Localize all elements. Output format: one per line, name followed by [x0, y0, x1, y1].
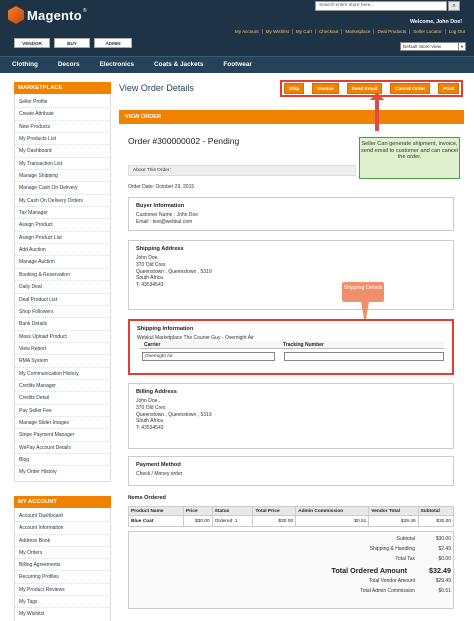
search-button[interactable]: [448, 1, 460, 11]
order-totals: [128, 531, 454, 609]
nav-coats-jackets[interactable]: Coats & Jackets: [154, 61, 204, 68]
sidebar-item[interactable]: Stripe Payment Manager: [15, 429, 110, 441]
account-item[interactable]: Account Dashboard: [15, 510, 110, 522]
logo-text: Magento: [27, 7, 82, 23]
sidebar-item[interactable]: Blog: [15, 454, 110, 466]
account-item[interactable]: My Orders: [15, 547, 110, 559]
total-label: Total Vendor Amount: [368, 578, 415, 584]
address-line: John Doe: [136, 398, 158, 404]
carrier-header: Carrier: [144, 342, 161, 348]
column-header: Admin Commission: [296, 507, 369, 516]
address-line: John Doe: [136, 255, 158, 261]
sidebar-item[interactable]: My Products List: [15, 133, 110, 145]
carrier-row: [140, 352, 444, 363]
nav-electronics[interactable]: Electronics: [99, 61, 135, 68]
account-item[interactable]: Billing Agreements: [15, 559, 110, 571]
sidebar-item[interactable]: Manage Auction: [15, 256, 110, 268]
link-deal-products[interactable]: Deal Products: [373, 29, 409, 34]
buyer-info-box: [128, 197, 454, 231]
total-label: Total Ordered Amount: [331, 566, 407, 575]
carrier-select[interactable]: Overnight Air: [142, 352, 275, 361]
shipping-info-box: [128, 319, 454, 375]
link-checkout[interactable]: Checkout: [315, 29, 341, 34]
subtotal: $30.00: [418, 516, 453, 527]
total-value: $0.00: [438, 556, 451, 562]
sidebar-item[interactable]: Pay Seller Fee: [15, 405, 110, 417]
shipping-info-title: Shipping Information: [137, 326, 194, 332]
total-price: $30.00: [253, 516, 296, 527]
carrier-table-header: [140, 341, 444, 349]
address-line: South Africa: [136, 275, 163, 282]
items-header-row: [129, 507, 454, 516]
column-header: Subtotal: [418, 507, 453, 516]
billing-address-title: Billing Address: [136, 389, 177, 395]
sidebar-item[interactable]: Create Attribute: [15, 108, 110, 120]
link-my-account[interactable]: My Account: [234, 29, 259, 34]
sidebar-item[interactable]: Manage Slider Images: [15, 417, 110, 429]
account-item[interactable]: Address Book: [15, 535, 110, 547]
column-header: Product Name: [129, 507, 184, 516]
sidebar-item[interactable]: My Communication History: [15, 368, 110, 380]
sidebar-item[interactable]: Mass Upload Product: [15, 331, 110, 343]
store-view-select[interactable]: [400, 42, 466, 51]
magento-logo-icon: [8, 6, 24, 24]
sidebar-item[interactable]: Manage Cash On Delivery: [15, 182, 110, 194]
chevron-down-icon: ▼: [458, 43, 465, 50]
total-row: [129, 556, 451, 562]
top-links: [190, 29, 468, 34]
price: $30.00: [183, 516, 212, 527]
address-line: Queenstown , Queenstown , 5319: [136, 268, 212, 275]
tracking-number-input[interactable]: [284, 352, 444, 361]
sidebar-item[interactable]: View Report: [15, 343, 110, 355]
buyer-email: Email : test@webkul.com: [136, 218, 193, 225]
address-line: South Africa: [136, 418, 163, 425]
total-row: [129, 536, 451, 542]
items-ordered-title: Items Ordered: [128, 495, 166, 501]
link-my-wishlist[interactable]: My Wishlist: [262, 29, 292, 34]
address-line: 370 Old Cres: [136, 404, 166, 411]
sidebar-item[interactable]: Manage Shipping: [15, 170, 110, 182]
total-label: Total Admin Commission: [360, 588, 415, 594]
search-input[interactable]: Search entire store here...: [315, 1, 447, 11]
account-heading: MY ACCOUNT: [14, 496, 111, 508]
column-header: Price: [183, 507, 212, 516]
address-line: T: 43534543: [136, 282, 164, 289]
link-log-out[interactable]: Log Out: [445, 29, 468, 34]
category-nav: [0, 56, 474, 73]
address-line: Queenstown , Queenstown , 5319: [136, 411, 212, 418]
total-value: $0.51: [438, 588, 451, 594]
shipping-callout: Shipping Details: [342, 282, 384, 302]
column-header: Vendor Total: [369, 507, 418, 516]
marketplace-heading: MARKETPLACE: [14, 82, 111, 94]
sidebar-item[interactable]: New Products: [15, 121, 110, 133]
callout-arrow: [375, 95, 379, 131]
account-item[interactable]: Account Information: [15, 522, 110, 534]
column-header: Status: [212, 507, 253, 516]
total-row: [129, 546, 451, 552]
billing-address-box: [128, 383, 454, 449]
sidebar-item[interactable]: Shop Followers: [15, 306, 110, 318]
page-title: View Order Details: [119, 83, 194, 93]
cancel-order-button[interactable]: Cancel Order: [390, 83, 430, 94]
payment-method-box: [128, 456, 454, 486]
sidebar-item[interactable]: Assign Product List: [15, 232, 110, 244]
status: Ordered: 1: [212, 516, 253, 527]
account-item[interactable]: My Wishlist: [19, 611, 45, 618]
total-label: Subtotal: [396, 536, 415, 542]
total-value: $29.49: [435, 578, 451, 584]
nav-decors[interactable]: Decors: [57, 61, 80, 68]
shipping-method: Webkul Marketplace The Courier Guy - Overnight Air: [137, 335, 254, 341]
account-menu: [14, 508, 111, 621]
grand-total-row: [129, 566, 451, 575]
buyer-name: Customer Name : John Doe: [136, 212, 198, 218]
actions-callout: Seller Can generate shipment, invoice, send email to customer and can cancel the order.: [359, 137, 460, 179]
table-row: [129, 516, 454, 527]
marketplace-menu: [14, 94, 111, 482]
sidebar-item[interactable]: Credits Detail: [15, 392, 110, 404]
admin-commission: $0.51: [296, 516, 369, 527]
nav-footwear[interactable]: Footwear: [223, 61, 252, 68]
sidebar-item[interactable]: My Cash On Delivery Orders: [15, 195, 110, 207]
invoice-button[interactable]: Invoice: [312, 83, 339, 94]
sidebar-item[interactable]: Booking & Reservation: [15, 269, 110, 281]
total-value: $30.00: [435, 536, 451, 542]
account-item[interactable]: My Tags: [15, 596, 110, 608]
welcome-message: Welcome, John Doe!: [410, 19, 462, 25]
logo-registered: ®: [82, 8, 87, 14]
account-item[interactable]: My Product Reviews: [15, 584, 110, 596]
product-name: Blue Coat: [129, 516, 184, 527]
payment-method: Check / Money order: [136, 471, 183, 477]
marketplace-sidebar: [14, 82, 111, 482]
sidebar-item[interactable]: Seller Profile: [15, 96, 110, 108]
account-item[interactable]: Recurring Profiles: [15, 571, 110, 583]
link-seller-locator[interactable]: Seller Locator: [409, 29, 444, 34]
site-header: [0, 0, 474, 56]
vendor-login-button[interactable]: VENDOR LOGIN: [14, 38, 50, 48]
total-label: Total Tax: [395, 556, 415, 562]
about-order: About This Order:: [128, 165, 356, 176]
order-number: Order #300000002 - Pending: [128, 136, 240, 146]
sidebar-item[interactable]: RMA System: [15, 355, 110, 367]
order-date: Order Date: October 29, 2015: [128, 184, 195, 190]
link-my-cart[interactable]: My Cart: [292, 29, 315, 34]
magento-logo[interactable]: [8, 6, 87, 24]
column-header: Total Price: [253, 507, 296, 516]
sidebar-item[interactable]: My Transaction List: [15, 158, 110, 170]
sidebar-item[interactable]: Bank Details: [15, 318, 110, 330]
tracking-header: Tracking Number: [283, 342, 324, 348]
view-order-heading: VIEW ORDER: [119, 110, 464, 124]
vendor-total: $29.49: [369, 516, 418, 527]
sidebar-item[interactable]: Add Auction: [15, 244, 110, 256]
sidebar-item[interactable]: My Order History: [19, 469, 57, 476]
sidebar-item[interactable]: Credits Manager: [15, 380, 110, 392]
nav-clothing[interactable]: Clothing: [12, 61, 38, 68]
buy-now-button[interactable]: BUY NOW: [54, 38, 90, 48]
search-icon: ⌕: [452, 2, 456, 9]
total-row: [129, 578, 451, 584]
link-marketplace[interactable]: Marketplace: [341, 29, 373, 34]
address-line: 370 Old Cres: [136, 261, 166, 268]
total-label: Shipping & Handling: [369, 546, 415, 552]
total-value: $2.49: [438, 546, 451, 552]
ship-button[interactable]: Ship: [284, 83, 304, 94]
total-row: [129, 588, 451, 594]
sidebar-item[interactable]: Daily Deal: [15, 281, 110, 293]
buyer-info-title: Buyer Information: [136, 203, 185, 209]
sidebar-item[interactable]: Assign Product: [15, 219, 110, 231]
store-view-value: Default Store View: [403, 44, 441, 49]
header-buttons: [14, 38, 132, 56]
address-line: T: 43534543: [136, 425, 164, 432]
sidebar-item[interactable]: Tax Manager: [15, 207, 110, 219]
sidebar-item[interactable]: Deal Product List: [15, 294, 110, 306]
shipping-address-title: Shipping Address: [136, 246, 184, 252]
total-value: $32.49: [429, 566, 451, 575]
sidebar-item[interactable]: My Dashboard: [15, 145, 110, 157]
admin-login-button[interactable]: ADMIN LOGIN: [94, 38, 132, 48]
shipping-address-box: [128, 240, 454, 310]
sidebar-item[interactable]: WePay Account Details: [15, 442, 110, 454]
items-table: [128, 506, 454, 527]
payment-method-title: Payment Method: [136, 462, 181, 468]
send-email-button[interactable]: Send Email: [347, 83, 383, 94]
print-button[interactable]: Print: [438, 83, 459, 94]
account-sidebar: [14, 496, 111, 621]
